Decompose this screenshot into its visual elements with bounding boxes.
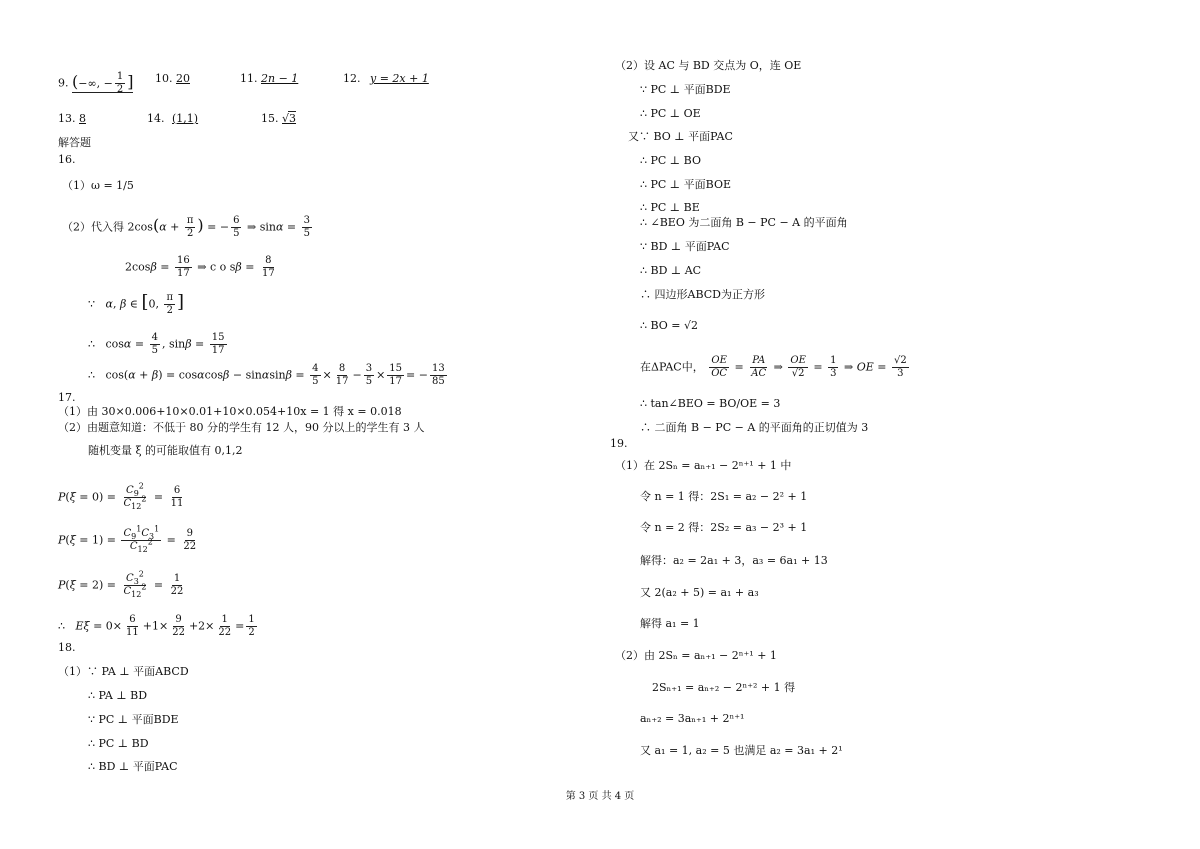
r-line15: ∴ 二面角 B − PC − A 的平面角的正切值为 3 [640,421,869,434]
r-line10: ∴ BD ⊥ AC [640,264,702,277]
q15-number: 15. [261,112,279,125]
q16-range: ∵ α, β ∈ [0, $\frac{\pi}{2}$ ] [88,291,185,316]
q19-line5: 又 2(a₂ + 5) = a₁ + a₃ [640,586,759,599]
r-line9: ∵ BD ⊥ 平面PAC [640,240,730,253]
q17-part2: （2）由题意知道：不低于 80 分的学生有 12 人，90 分以上的学生有 3 人 [58,421,425,434]
q15 [261,111,296,127]
q16-part2: （2）代入得 2cos(α + $\frac{\pi}{2}$ ) = − $\frac{6}{5}$ ⇒ sinα = $\frac{3}{5}$ [62,215,310,239]
r-line5: ∴ PC ⊥ BO [640,154,701,167]
q14 [147,111,202,127]
q17-p2: P(ξ = 2) = $\frac{C_3^2}{C_{12}^2}$ = $\frac{1}{22}$ [58,569,184,599]
q13 [58,111,86,127]
r-line14: ∴ tan∠BEO = BO/OE = 3 [640,397,781,410]
q18-line5: ∴ BD ⊥ 平面PAC [88,760,178,773]
q17-part1: （1）由 30×0.006+10×0.01+10×0.054+10x = 1 得 x = 0.018 [58,405,402,418]
q18-line4: ∴ PC ⊥ BD [88,737,149,750]
q16-part1: （1）ω = 1/5 [62,179,134,192]
r-line6: ∴ PC ⊥ 平面BOE [640,178,731,191]
q16-cosbeta: 2cosβ = $\frac{16}{17}$ ⇒ c o sβ = $\frac{8}{17}$ [125,255,275,279]
q11-answer: 2n − 1 [261,72,299,85]
q14-number: 14. [147,112,165,125]
q19-line6: 解得 a₁ = 1 [640,617,700,630]
r-line7: ∴ PC ⊥ BE [640,201,700,214]
q10 [155,71,190,87]
q18-line3: ∵ PC ⊥ 平面BDE [88,713,179,726]
q16-part2-label: （2）代入得 [62,220,124,234]
q11 [240,71,298,87]
r-line8: ∴ ∠BEO 为二面角 B − PC − A 的平面角 [640,216,848,229]
q19-line10: 又 a₁ = 1, a₂ = 5 也满足 a₂ = 3a₁ + 2¹ [640,744,843,757]
q17-expect: ∴ Eξ = 0× $\frac{6}{11}$ +1× $\frac{9}{22}$ +2× $\frac{1}{22}$ = $\frac{1}{2}$ [58,614,255,638]
r-line12: ∴ BO = √2 [640,319,699,332]
q9-number: 9. [58,76,69,90]
q11-number: 11. [240,72,258,85]
q9-answer: (−∞, − $\frac{1}{2}$ ] [72,71,134,95]
q19-line2: 令 n = 1 得：2S₁ = a₂ − 2² + 1 [640,490,808,503]
q15-answer: √3 [282,112,297,125]
q14-answer: (1,1) [172,112,199,125]
page-footer: 第 3 页 共 4 页 [565,791,635,802]
r-line1: （2）设 AC 与 BD 交点为 O，连 OE [615,59,802,72]
q18-label: 18. [58,641,76,654]
q18-line2: ∴ PA ⊥ BD [88,689,148,702]
q13-number: 13. [58,112,76,125]
q12 [343,71,435,87]
section-title: 解答题 [58,136,91,149]
q19-line3: 令 n = 2 得：2S₂ = a₃ − 2³ + 1 [640,521,808,534]
q19-line7: （2）由 2Sₙ = aₙ₊₁ − 2ⁿ⁺¹ + 1 [615,649,777,662]
q17-p0: P(ξ = 0) = $\frac{C_9^2}{C_{12}^2}$ = $\frac{6}{11}$ [58,481,184,511]
q17-values: 随机变量 ξ 的可能取值有 0,1,2 [88,444,243,457]
r-line11: ∴ 四边形ABCD为正方形 [640,288,765,301]
r-line13: 在ΔPAC中， $\frac{OE}{OC}$ = $\frac{PA}{AC}$ ⇒ $\frac{OE}{√2}$ = $\frac{1}{3}$ ⇒ OE = $\frac{√2}{3}$ [640,355,907,379]
r-line3: ∴ PC ⊥ OE [640,107,701,120]
q10-answer: 20 [176,72,190,85]
r-line2: ∵ PC ⊥ 平面BDE [640,83,731,96]
q10-number: 10. [155,72,173,85]
q12-number: 12. [343,72,361,85]
q15-radicand: 3 [289,112,297,125]
q12-answer: y = 2x + 1 [370,72,429,85]
q18-line1: （1）∵ PA ⊥ 平面ABCD [58,665,189,678]
q19-label: 19. [610,437,628,450]
q19-line9: aₙ₊₂ = 3aₙ₊₁ + 2ⁿ⁺¹ [640,712,745,725]
q16-cosalpha: ∴ cosα = $\frac{4}{5}$ , sinβ = $\frac{15}{17}$ [88,332,225,356]
q16-label: 16. [58,153,76,166]
q17-label: 17. [58,391,76,404]
r-line13-label: 在ΔPAC中， [640,360,704,374]
q13-answer: 8 [79,112,86,125]
q19-line1: （1）在 2Sₙ = aₙ₊₁ − 2ⁿ⁺¹ + 1 中 [615,459,792,472]
r-line4: 又∵ BO ⊥ 平面PAC [628,130,733,143]
q17-p1: P(ξ = 1) = $\frac{C_9^1C_3^1}{C_{12}^2}$ = $\frac{9}{22}$ [58,524,197,554]
q9 [58,71,133,96]
q19-line8: 2Sₙ₊₁ = aₙ₊₂ − 2ⁿ⁺² + 1 得 [652,681,796,694]
q19-line4: 解得：a₂ = 2a₁ + 3，a₃ = 6a₁ + 13 [640,554,828,567]
q16-result: ∴ cos(α + β) = cosαcosβ − sinαsinβ = $\frac{4}{5}$ × $\frac{8}{17}$ − $\frac{3}{5}$ × $\frac{15}{17}$ = − $\frac{13}{85}$ [88,363,445,387]
